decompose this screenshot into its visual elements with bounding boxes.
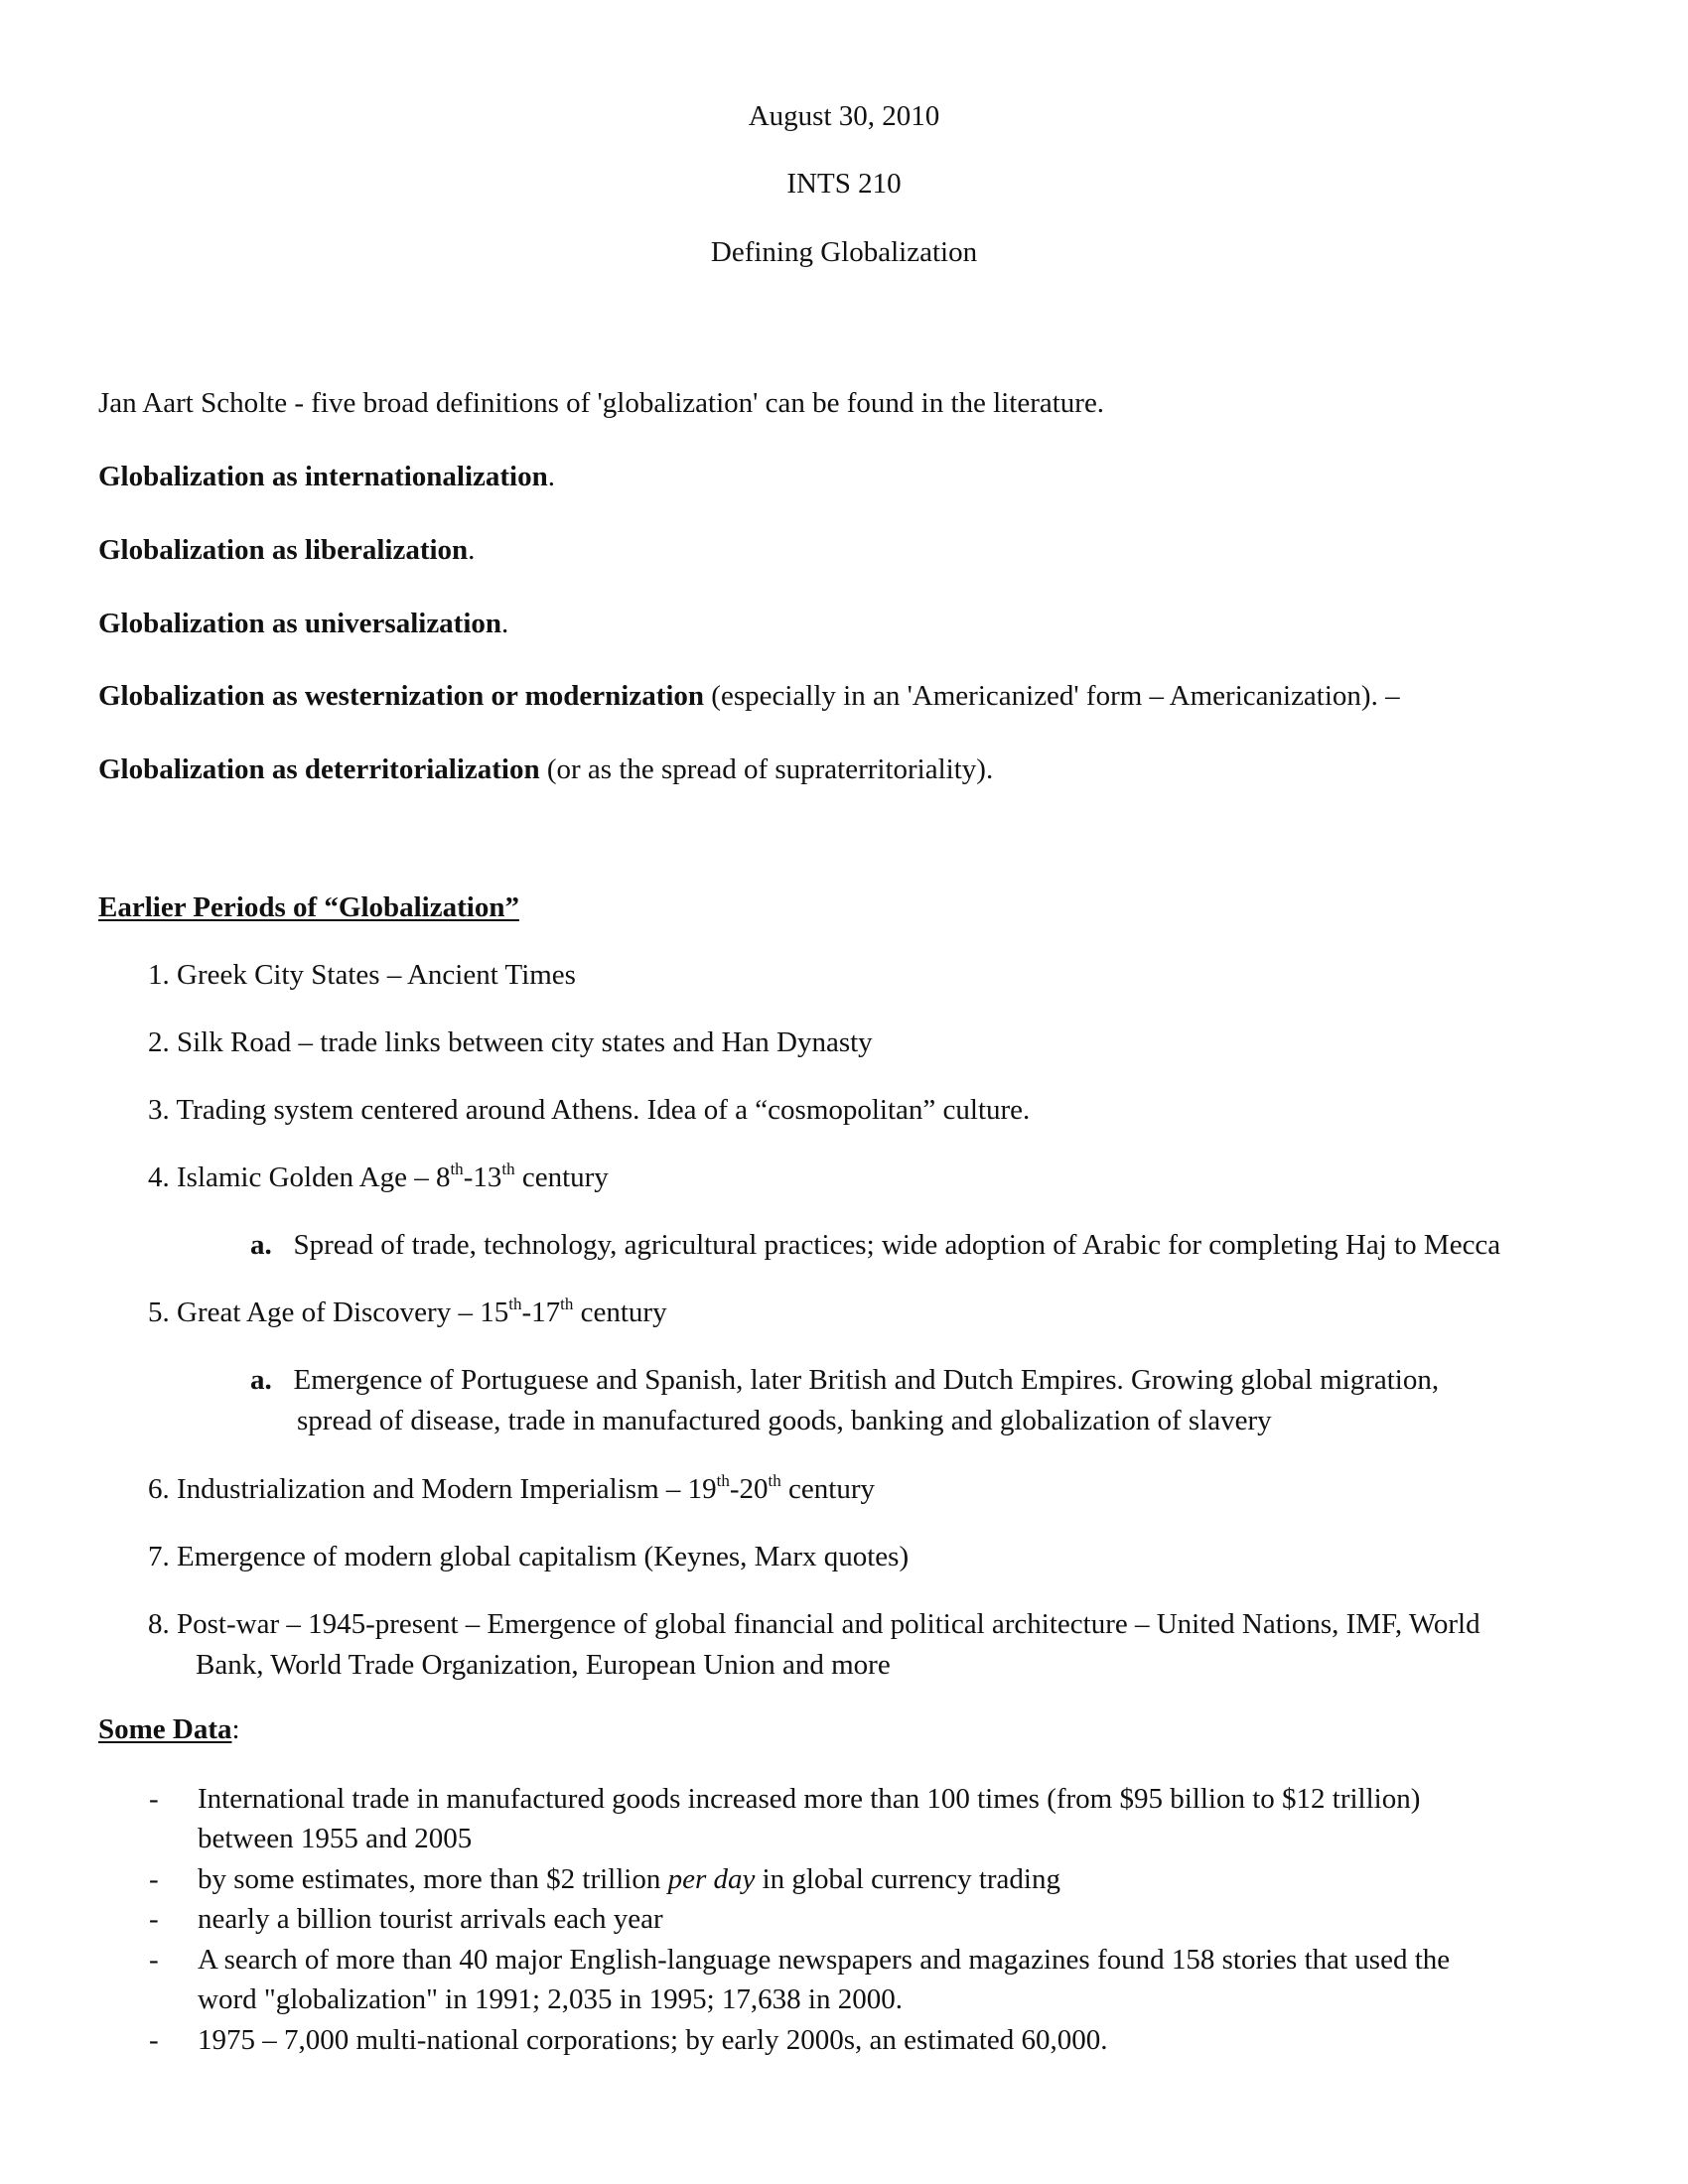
period-subitem-5a-cont: spread of disease, trade in manufactured goods, banking and globalization of slavery: [297, 1405, 1272, 1436]
course-code: INTS 210: [786, 168, 902, 200]
item-text: century: [514, 1161, 609, 1193]
data-item-3: nearly a billion tourist arrivals each year: [198, 1903, 663, 1935]
definition-1: [98, 457, 555, 496]
definition-term: Globalization as liberalization: [98, 534, 469, 566]
definition-term: Globalization as westernization or modernization: [98, 680, 705, 712]
data-item-1-cont: between 1955 and 2005: [198, 1823, 473, 1854]
section-heading-text: Some Data: [98, 1713, 232, 1745]
superscript: th: [501, 1160, 515, 1178]
bullet-dash: -: [149, 1783, 159, 1815]
definition-rest: (especially in an 'Americanized' form – Americanization). –: [704, 680, 1400, 712]
superscript: th: [560, 1295, 574, 1313]
item-number: 6.: [148, 1473, 170, 1505]
item-text: Silk Road – trade links between city states and Han Dynasty: [177, 1026, 873, 1058]
period-subitem-4a: [250, 1225, 1500, 1265]
item-number: 5.: [148, 1297, 170, 1328]
item-text: -13: [463, 1161, 502, 1193]
period-item-7: [148, 1537, 909, 1576]
definition-rest: .: [501, 608, 509, 639]
data-item-4: A search of more than 40 major English-language newspapers and magazines found 158 stories that used the: [198, 1944, 1451, 1976]
item-text: Post-war – 1945-present – Emergence of global financial and political architecture – United Nations, IMF, World: [177, 1608, 1480, 1640]
intro-text: Jan Aart Scholte - five broad definitions of 'globalization' can be found in the literature.: [98, 387, 1105, 419]
section-heading-data: [98, 1709, 240, 1749]
bullet-dash: -: [149, 1863, 159, 1895]
period-item-8-cont: Bank, World Trade Organization, European Union and more: [196, 1649, 891, 1681]
definition-term: Globalization as universalization: [98, 608, 502, 639]
bullet-dash: -: [149, 1944, 159, 1976]
item-emphasis: per day: [667, 1863, 756, 1895]
superscript: th: [716, 1471, 730, 1490]
superscript: th: [768, 1471, 781, 1490]
bullet-dash: -: [149, 1903, 159, 1935]
data-item-2: [198, 1859, 1060, 1899]
bullet-dash: -: [149, 2024, 159, 2056]
definition-term: Globalization as deterritorialization: [98, 753, 540, 785]
item-text: Emergence of Portuguese and Spanish, later British and Dutch Empires. Growing global migration,: [293, 1364, 1440, 1396]
page-title: Defining Globalization: [710, 236, 978, 268]
definition-2: [98, 530, 475, 570]
item-text: -17: [521, 1297, 561, 1328]
period-item-8: [148, 1604, 1480, 1644]
item-text: Trading system centered around Athens. Idea of a “cosmopolitan” culture.: [176, 1094, 1031, 1126]
item-text: Islamic Golden Age – 8: [177, 1161, 451, 1193]
period-item-1: [148, 955, 576, 995]
period-subitem-5a: [250, 1360, 1439, 1400]
section-heading-periods: Earlier Periods of “Globalization”: [98, 891, 519, 923]
item-text: Great Age of Discovery – 15: [177, 1297, 509, 1328]
definition-rest: .: [468, 534, 476, 566]
definition-rest: .: [547, 461, 555, 492]
item-text: century: [573, 1297, 667, 1328]
item-text: century: [780, 1473, 875, 1505]
date-line: August 30, 2010: [748, 100, 940, 132]
item-text: Industrialization and Modern Imperialism – 19: [177, 1473, 717, 1505]
item-text: Emergence of modern global capitalism (Keynes, Marx quotes): [177, 1541, 910, 1572]
item-letter: a.: [250, 1229, 272, 1261]
item-number: 8.: [148, 1608, 170, 1640]
period-item-6: [148, 1469, 875, 1509]
item-text: Greek City States – Ancient Times: [177, 959, 576, 991]
period-item-2: [148, 1023, 873, 1062]
item-number: 7.: [148, 1541, 170, 1572]
period-item-5: [148, 1293, 667, 1332]
item-text: -20: [729, 1473, 769, 1505]
data-item-4-cont: word "globalization" in 1991; 2,035 in 1995; 17,638 in 2000.: [198, 1983, 903, 2015]
heading-colon: :: [231, 1713, 240, 1745]
item-number: 4.: [148, 1161, 170, 1193]
item-number: 3.: [148, 1094, 170, 1126]
definition-5: [98, 750, 993, 789]
item-text: Spread of trade, technology, agricultural practices; wide adoption of Arabic for completing Haj to Mecca: [293, 1229, 1501, 1261]
data-item-1: International trade in manufactured goods increased more than 100 times (from $95 billion to $12 trillion): [198, 1783, 1421, 1815]
item-text: in global currency trading: [755, 1863, 1060, 1895]
period-item-4: [148, 1158, 609, 1197]
item-letter: a.: [250, 1364, 272, 1396]
item-number: 2.: [148, 1026, 170, 1058]
superscript: th: [450, 1160, 464, 1178]
period-item-3: [148, 1090, 1030, 1130]
definition-3: [98, 604, 508, 643]
definition-4: [98, 676, 1400, 716]
data-item-5: 1975 – 7,000 multi-national corporations; by early 2000s, an estimated 60,000.: [198, 2024, 1108, 2056]
item-number: 1.: [148, 959, 170, 991]
item-text: by some estimates, more than $2 trillion: [198, 1863, 668, 1895]
definition-rest: (or as the spread of supraterritoriality).: [539, 753, 994, 785]
superscript: th: [508, 1295, 522, 1313]
definition-term: Globalization as internationalization: [98, 461, 548, 492]
